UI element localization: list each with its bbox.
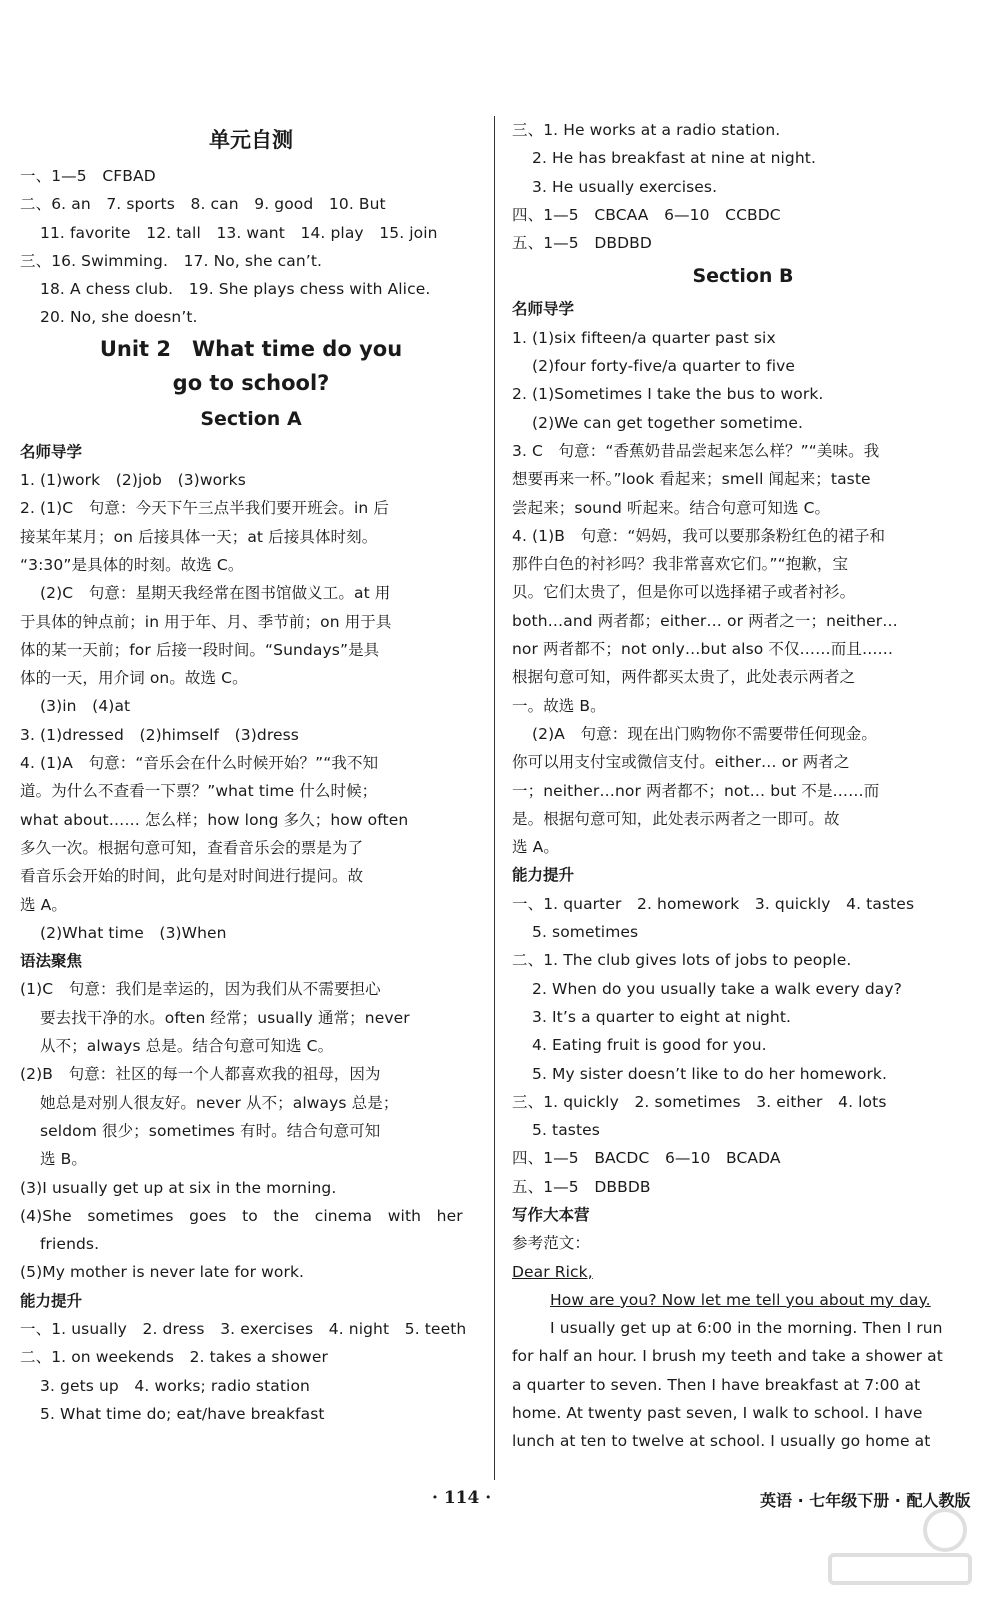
subsection-heading: 能力提升 [20,1291,83,1310]
column-divider [494,116,495,1480]
subsection-heading: 语法聚焦 [20,952,83,971]
text-line: 接某年某月；on 后接具体一天；at 后接具体时刻。 [20,527,378,546]
text-line: 四、1—5 CBCAA 6—10 CCBDC [512,205,781,224]
text-line: 三、1. quickly 2. sometimes 3. either 4. lots [512,1092,887,1111]
text-line: 1. (1)work (2)job (3)works [20,471,246,490]
book-title: 英语 · 七年级下册 · 配人教版 [760,1491,971,1510]
text-line: 4. (1)B 句意：“妈妈，我可以要那条粉红色的裙子和 [512,526,886,545]
text-line: for half an hour. I brush my teeth and take a shower at [512,1347,943,1366]
unit-title: go to school? [172,370,330,395]
subsection-heading: 名师导学 [20,442,83,461]
text-line: (2)B 句意：社区的每一个人都喜欢我的祖母，因为 [20,1065,381,1084]
right-column [512,116,974,1456]
text-line: (5)My mother is never late for work. [20,1263,305,1282]
text-line: (3)I usually get up at six in the morning. [20,1178,337,1197]
section-heading: Section A [200,407,302,430]
text-line: 18. A chess club. 19. She plays chess with Alice. [40,280,431,299]
text-line: 5. What time do; eat/have breakfast [40,1404,325,1423]
text-line: 体的某一天前；for 后接一段时间。“Sundays”是具 [20,640,380,659]
text-line: 看音乐会开始的时间，此句是对时间进行提问。故 [20,867,364,886]
text-line: (2)A 句意：现在出门购物你不需要带任何现金。 [532,724,877,743]
letter-opening: How are you? Now let me tell you about my day. [550,1290,931,1309]
text-line: 一、1. usually 2. dress 3. exercises 4. night 5. teeth [20,1319,467,1338]
text-line: (2)We can get together sometime. [532,413,803,432]
text-line: 二、1. on weekends 2. takes a shower [20,1348,328,1367]
text-line: 五、1—5 DBBDB [512,1177,651,1196]
text-line: lunch at ten to twelve at school. I usually go home at [512,1432,931,1451]
text-line: seldom 很少；sometimes 有时。结合句意可知 [40,1121,381,1140]
text-line: 3. (1)dressed (2)himself (3)dress [20,725,299,744]
text-line: “3:30”是具体的时刻。故选 C。 [20,555,244,574]
text-line: 3. gets up 4. works; radio station [40,1376,310,1395]
text-line: 5. My sister doesn’t like to do her homework. [532,1064,888,1083]
text-line: nor 两者都不；not only…but also 不仅……而且…… [512,640,894,659]
text-line: 体的一天，用介词 on。故选 C。 [20,669,248,688]
text-line: 那件白色的衬衫吗？我非常喜欢它们。”“抱歉，宝 [512,555,849,574]
text-line: 3. He usually exercises. [532,177,718,196]
text-line: 20. No, she doesn’t. [40,308,198,327]
page-number: · 114 · [432,1488,492,1508]
text-line: 要去找干净的水。often 经常；usually 通常；never [40,1008,410,1027]
text-line: 四、1—5 BACDC 6—10 BCADA [512,1149,781,1168]
text-line: 3. C 句意：“香蕉奶昔品尝起来怎么样？”“美味。我 [512,441,880,460]
text-line: (2)What time (3)When [40,923,227,942]
section-title: 单元自测 [209,128,293,152]
text-line: 根据句意可知，两件都买太贵了，此处表示两者之 [512,668,856,687]
text-line: 2. He has breakfast at nine at night. [532,149,816,168]
text-line: both…and 两者都；either… or 两者之一；neither… [512,611,898,630]
left-column [20,116,482,1428]
text-line: a quarter to seven. Then I have breakfast at 7:00 at [512,1375,921,1394]
text-line: what about…… 怎么样；how long 多久；how often [20,810,409,829]
text-line: 一；neither…nor 两者都不；not… but 不是……而 [512,781,880,800]
text-line: 道。为什么不查看一下票？”what time 什么时候； [20,782,378,801]
text-line: 你可以用支付宝或微信支付。either… or 两者之 [512,753,850,772]
text-line: 从不；always 总是。结合句意可知选 C。 [40,1037,334,1056]
text-line: (1)C 句意：我们是幸运的，因为我们从不需要担心 [20,980,381,999]
text-line: (2)C 句意：星期天我经常在图书馆做义工。at 用 [40,584,391,603]
text-line: 多久一次。根据句意可知，查看音乐会的票是为了 [20,838,364,857]
text-line: 4. Eating fruit is good for you. [532,1036,767,1055]
text-line: (3)in (4)at [40,697,131,716]
text-line: friends. [40,1235,100,1254]
text-line: 于具体的钟点前；in 用于年、月、季节前；on 用于具 [20,612,392,631]
text-line: (4)She sometimes goes to the cinema with her [20,1206,463,1225]
text-line: 贝。它们太贵了，但是你可以选择裙子或者衬衫。 [512,583,856,602]
text-line: 一、1—5 CFBAD [20,167,156,185]
text-line: 想要再来一杯。”look 看起来；smell 闻起来；taste [512,470,871,489]
text-line: 三、16. Swimming. 17. No, she can’t. [20,251,323,270]
text-line: 一。故选 B。 [512,696,606,715]
section-heading: Section B [692,265,794,288]
text-line: 选 A。 [512,838,559,857]
watermark-logo [820,1500,980,1590]
text-line: 是。根据句意可知，此处表示两者之一即可。故 [512,809,840,828]
subsection-heading: 写作大本营 [512,1205,590,1224]
letter-salutation: Dear Rick, [512,1262,593,1281]
text-line: 二、1. The club gives lots of jobs to people. [512,951,852,970]
text-line: 5. sometimes [532,923,639,942]
subsection-heading: 能力提升 [512,866,575,885]
unit-title: Unit 2 What time do you [99,336,403,361]
text-line: 五、1—5 DBDBD [512,234,652,253]
text-line: home. At twenty past seven, I walk to school. I have [512,1404,923,1423]
text-line: 选 B。 [40,1150,87,1169]
text-line: 11. favorite 12. tall 13. want 14. play 15. join [40,223,438,242]
text-line: 2. (1)Sometimes I take the bus to work. [512,385,824,404]
text-line: I usually get up at 6:00 in the morning. Then I run [550,1319,943,1338]
text-line: 2. When do you usually take a walk every day? [532,979,902,998]
text-line: (2)four forty-five/a quarter to five [532,357,796,376]
text-line: 选 A。 [20,895,67,914]
text-line: 2. (1)C 句意：今天下午三点半我们要开班会。in 后 [20,499,389,518]
text-line: 1. (1)six fifteen/a quarter past six [512,328,776,347]
text-line: 三、1. He works at a radio station. [512,121,781,139]
text-line: 4. (1)A 句意：“音乐会在什么时候开始？”“我不知 [20,754,379,773]
text-line: 参考范文： [512,1234,591,1253]
text-line: 5. tastes [532,1121,600,1140]
subsection-heading: 名师导学 [512,300,575,319]
text-line: 3. It’s a quarter to eight at night. [532,1007,792,1026]
text-line: 尝起来；sound 听起来。结合句意可知选 C。 [512,498,831,517]
text-line: 她总是对别人很友好。never 从不；always 总是； [40,1093,399,1112]
text-line: 二、6. an 7. sports 8. can 9. good 10. But [20,195,386,214]
text-line: 一、1. quarter 2. homework 3. quickly 4. tastes [512,894,915,913]
